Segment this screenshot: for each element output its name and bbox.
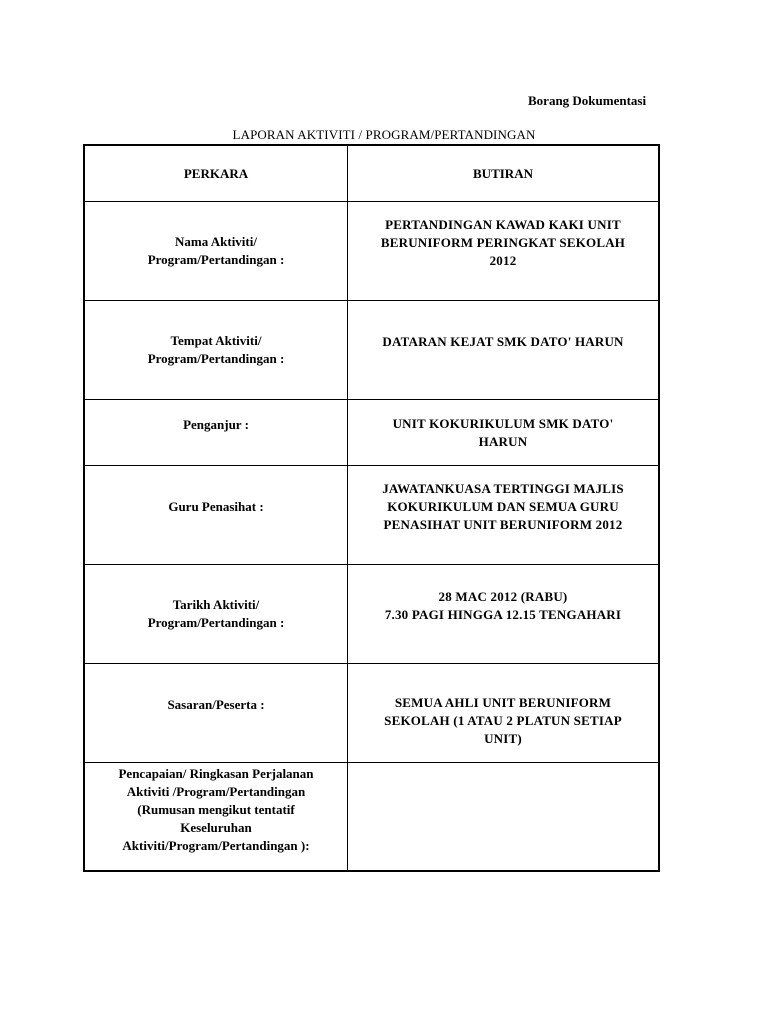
header-perkara: PERKARA <box>84 145 348 202</box>
label-line: Tarikh Aktiviti/ <box>172 597 260 612</box>
label-line: Penganjur : <box>183 416 249 432</box>
row-value-activity-place <box>348 301 660 400</box>
value-line: UNIT KOKURIKULUM SMK DATO' <box>392 415 614 431</box>
table-row <box>84 763 659 872</box>
label-line: Program/Pertandingan : <box>147 351 285 366</box>
label-line: Aktiviti/Program/Pertandingan ): <box>122 838 310 853</box>
table-row <box>84 466 659 565</box>
value-line: PENASIHAT UNIT BERUNIFORM 2012 <box>383 517 623 532</box>
value-line: PERTANDINGAN KAWAD KAKI UNIT <box>385 217 621 232</box>
table-row <box>84 664 659 763</box>
report-table-wrapper <box>83 144 659 872</box>
value-line: UNIT) <box>484 731 522 746</box>
table-header-row <box>84 145 659 202</box>
label-line: Guru Penasihat : <box>168 499 264 514</box>
table-row <box>84 400 659 466</box>
header-butiran: BUTIRAN <box>348 145 660 202</box>
value-line: 2012 <box>489 253 517 268</box>
row-label-advisor <box>84 466 348 565</box>
label-line: Program/Pertandingan : <box>147 615 285 630</box>
label-line: Nama Aktiviti/ <box>175 234 257 249</box>
value-line: HARUN <box>478 433 528 449</box>
label-line: (Rumusan mengikut tentatif <box>137 802 295 817</box>
label-line: Tempat Aktiviti/ <box>170 333 262 348</box>
row-label-activity-date <box>84 565 348 664</box>
value-line: KOKURIKULUM DAN SEMUA GURU <box>387 499 619 514</box>
label-line: Pencapaian/ Ringkasan Perjalanan <box>118 766 314 781</box>
row-value-summary-empty[interactable] <box>348 763 660 872</box>
label-line: Keseluruhan <box>180 820 252 835</box>
label-line: Program/Pertandingan : <box>147 252 285 267</box>
document-type-label: Borang Dokumentasi <box>528 93 647 108</box>
label-line: Aktiviti /Program/Pertandingan <box>126 784 306 799</box>
row-value-target <box>348 664 660 763</box>
value-line: BERUNIFORM PERINGKAT SEKOLAH <box>380 235 626 250</box>
row-value-organizer <box>348 400 660 466</box>
value-line: 28 MAC 2012 (RABU) <box>438 589 568 604</box>
report-table <box>83 144 660 872</box>
label-line: Sasaran/Peserta : <box>167 697 265 712</box>
row-label-target <box>84 664 348 763</box>
value-line: DATARAN KEJAT SMK DATO' HARUN <box>382 334 624 349</box>
table-row <box>84 301 659 400</box>
table-row <box>84 202 659 301</box>
table-row <box>84 565 659 664</box>
row-value-activity-date <box>348 565 660 664</box>
row-label-organizer <box>84 400 348 466</box>
value-line: SEKOLAH (1 ATAU 2 PLATUN SETIAP <box>384 713 622 728</box>
value-line: 7.30 PAGI HINGGA 12.15 TENGAHARI <box>384 607 622 622</box>
value-line: JAWATANKUASA TERTINGGI MAJLIS <box>382 481 624 496</box>
row-value-activity-name <box>348 202 660 301</box>
row-label-activity-place <box>84 301 348 400</box>
report-title: LAPORAN AKTIVITI / PROGRAM/PERTANDINGAN <box>232 127 536 142</box>
value-line: SEMUA AHLI UNIT BERUNIFORM <box>394 695 612 710</box>
row-label-summary <box>84 763 348 872</box>
row-value-advisor <box>348 466 660 565</box>
row-label-activity-name <box>84 202 348 301</box>
